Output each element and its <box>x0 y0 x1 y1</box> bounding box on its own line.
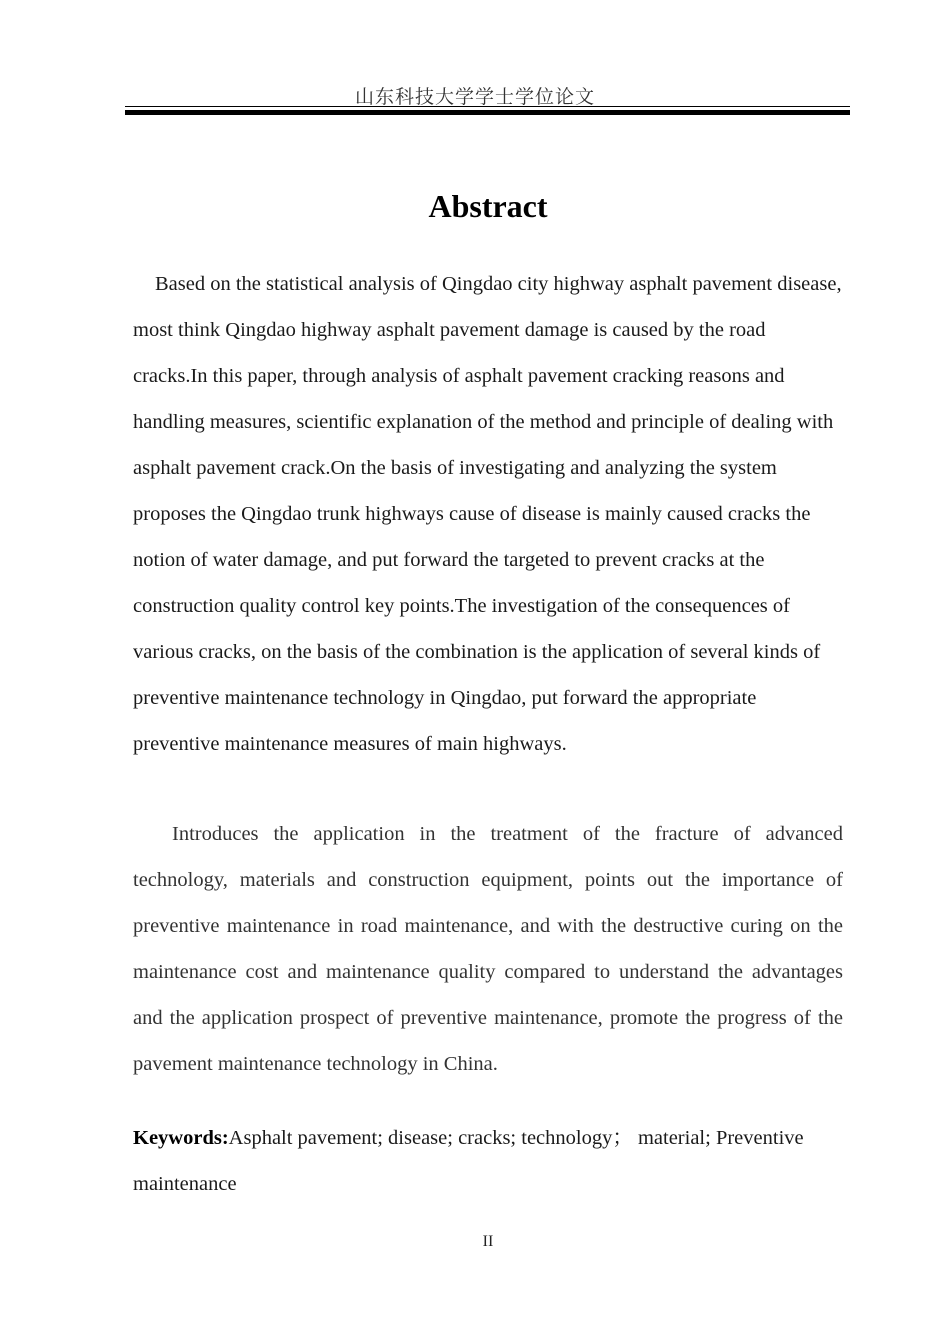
abstract-paragraph-2: Introduces the application in the treatment of the fracture of advanced technology, materials and construction equipment, points out the importance of preventive maintenance in road maintenance, and with the destructive curing on the maintenance cost and maintenance quality compared to understand the advantages and the application prospect of preventive maintenance, promote the progress of the pavement maintenance technology in China. <box>133 823 843 1075</box>
header-rule-thin <box>125 106 850 107</box>
page-number: II <box>482 1233 494 1250</box>
keywords-line <box>133 1115 843 1207</box>
running-header: 山东科技大学学士学位论文 <box>354 87 595 108</box>
header-rule-thick <box>125 110 850 115</box>
page-title: Abstract <box>428 188 548 224</box>
keywords-text: Asphalt pavement; disease; cracks; technology； material; Preventive maintenance <box>133 1127 804 1195</box>
abstract-paragraph-1: Based on the statistical analysis of Qingdao city highway asphalt pavement disease, most think Qingdao highway asphalt pavement damage is caused by the road cracks.In this paper, through analysis of asphalt pavement cracking reasons and handling measures, scientific explanation of the method and principle of dealing with asphalt pavement crack.On the basis of investigating and analyzing the system proposes the Qingdao trunk highways cause of disease is mainly caused cracks the notion of water damage, and put forward the targeted to prevent cracks at the construction quality control key points.The investigation of the consequences of various cracks, on the basis of the combination is the application of several kinds of preventive maintenance technology in Qingdao, put forward the appropriate preventive maintenance measures of main highways. <box>133 273 842 755</box>
keywords-label: Keywords: <box>133 1127 229 1149</box>
